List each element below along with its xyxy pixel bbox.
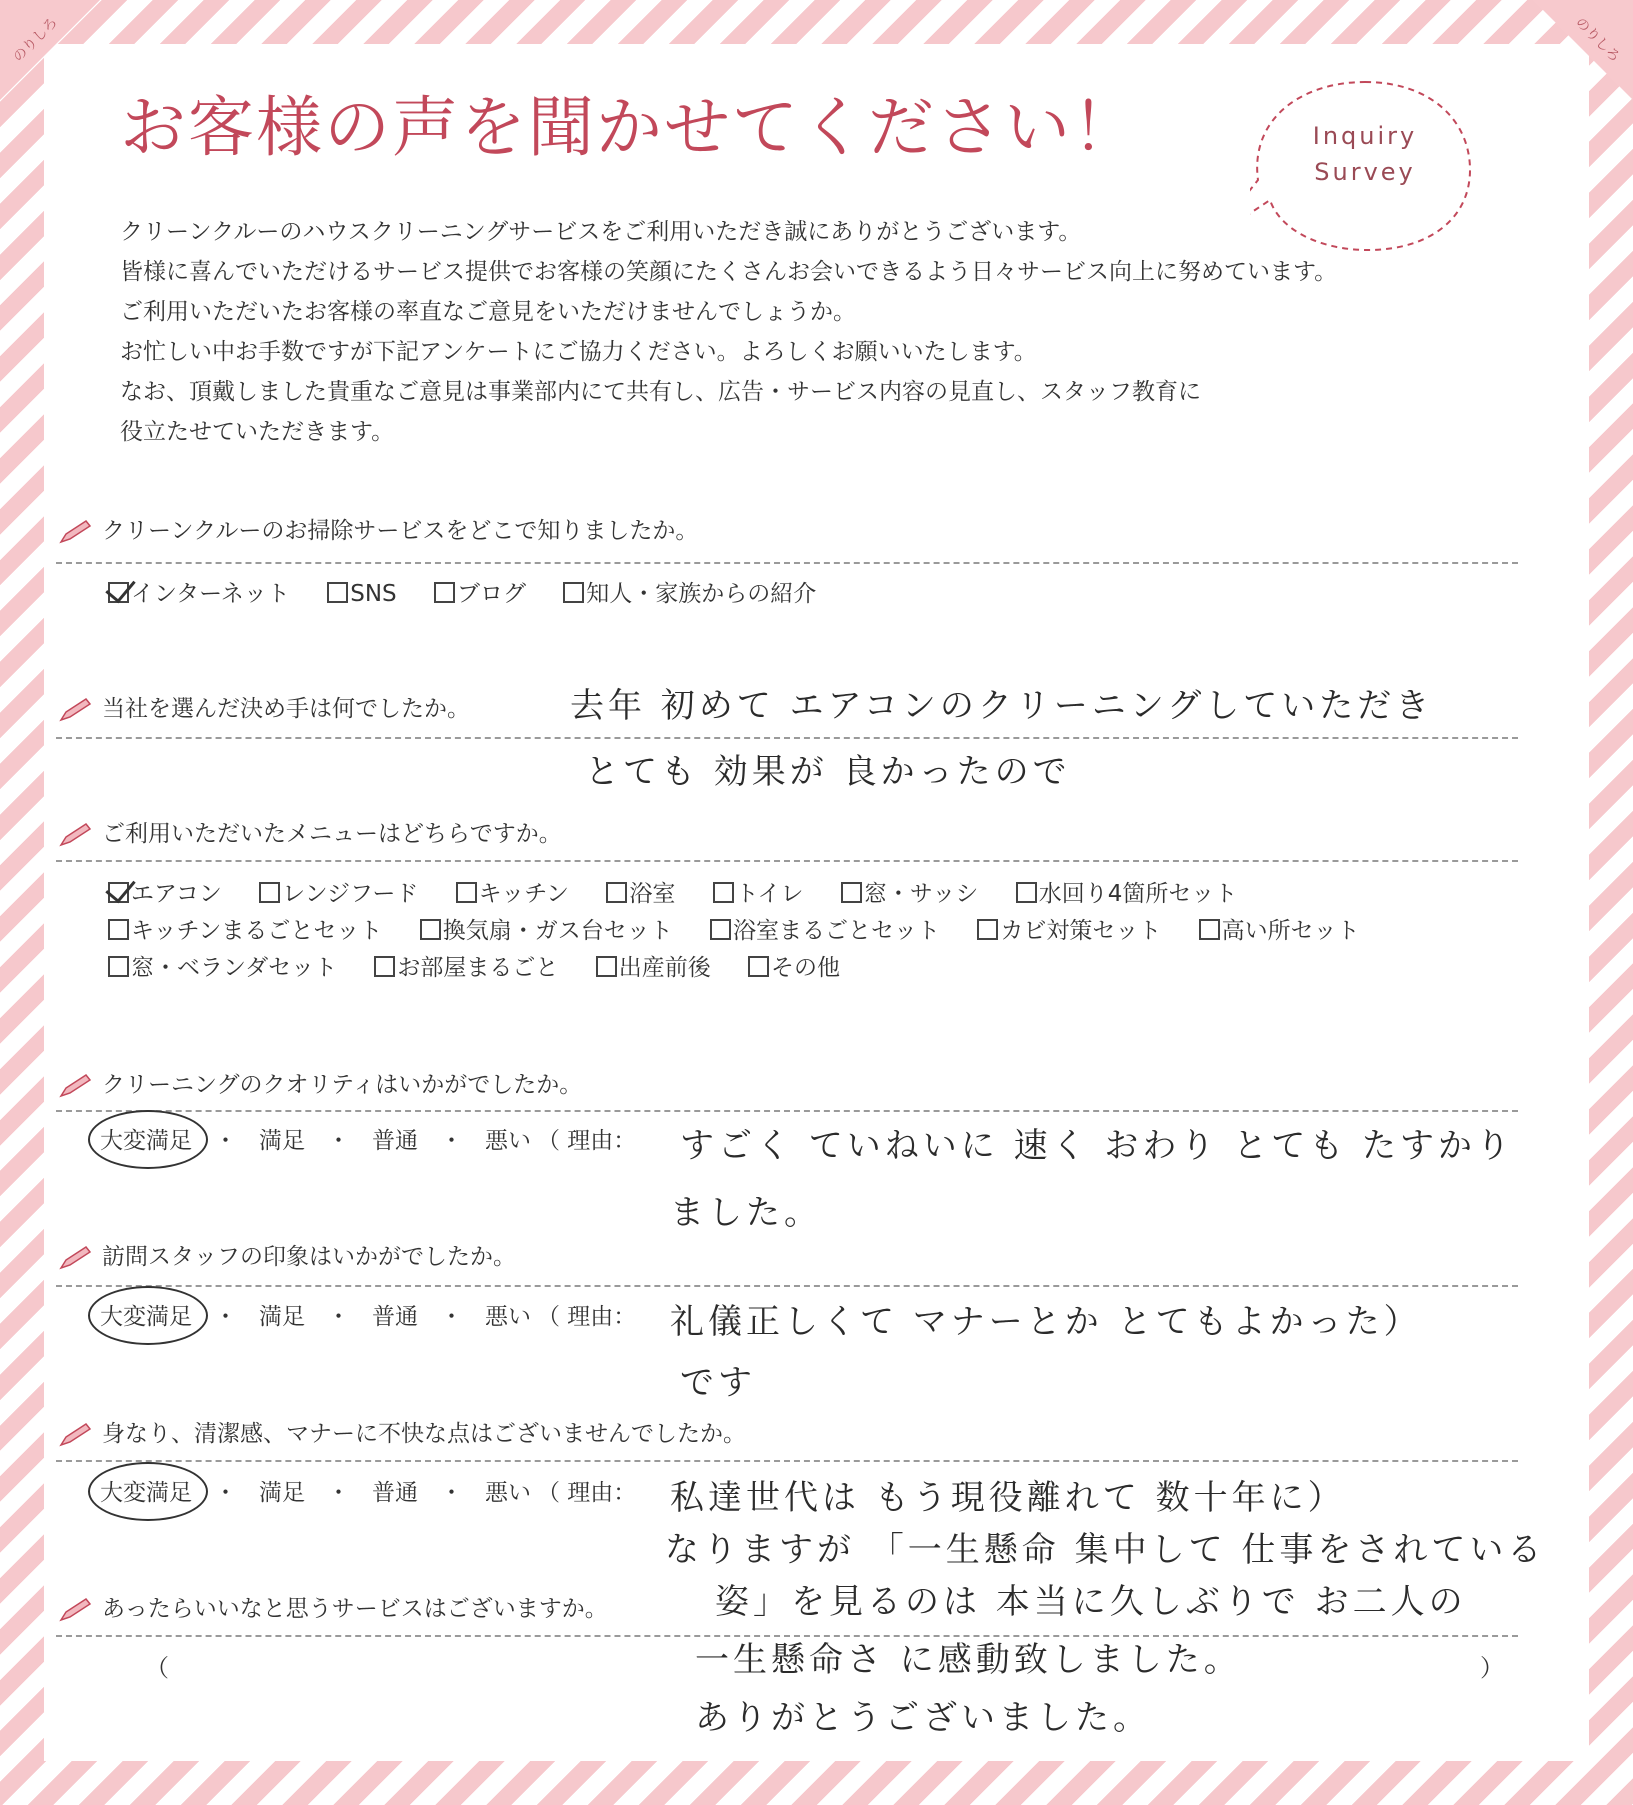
rating-satisfied[interactable]: 満足 (259, 1128, 305, 1154)
rating-very-satisfied[interactable]: 大変満足 (94, 1474, 198, 1507)
pencil-icon (58, 822, 92, 848)
reason-label: （ 理由： (537, 1128, 637, 1154)
divider (56, 562, 1518, 564)
option-sns[interactable]: SNS (327, 581, 396, 607)
glue-tab-right: のりしろ (1513, 0, 1633, 120)
divider (56, 860, 1518, 862)
option-mold-set[interactable]: カビ対策セット (977, 912, 1161, 945)
q3-options-row1 (108, 875, 1267, 908)
pencil-icon (58, 1245, 92, 1271)
intro-line: お忙しい中お手数ですが下記アンケートにご協力ください。よろしくお願いいたします。 (120, 339, 1037, 365)
option-aircon[interactable]: エアコン (108, 875, 222, 908)
question-6: 身なり、清潔感、マナーに不快な点はございませんでしたか。 (58, 1415, 746, 1448)
question-3: ご利用いただいたメニューはどちらですか。 (58, 815, 562, 848)
rating-very-satisfied[interactable]: 大変満足 (94, 1122, 198, 1155)
option-bathroom[interactable]: 浴室 (606, 875, 675, 908)
pencil-icon (58, 1597, 92, 1623)
rating-bad[interactable]: 悪い (485, 1128, 531, 1154)
rating-normal[interactable]: 普通 (372, 1128, 418, 1154)
handwritten-answer: とても 効果が 良かったので (585, 752, 1071, 792)
option-high-set[interactable]: 高い所セット (1199, 912, 1360, 945)
option-bath-set[interactable]: 浴室まるごとセット (710, 912, 940, 945)
question-7: あったらいいなと思うサービスはございますか。 (58, 1590, 608, 1623)
intro-line: クリーンクルーのハウスクリーニングサービスをご利用いただき誠にありがとうございます。 (120, 219, 1082, 245)
handwritten-answer: 姿」を見るのは 本当に久しぶりで お二人の (715, 1582, 1467, 1622)
intro-line: ご利用いただいたお客様の率直なご意見をいただけませんでしょうか。 (120, 299, 856, 325)
divider (56, 1285, 1518, 1287)
pencil-icon (58, 697, 92, 723)
rating-bad[interactable]: 悪い (485, 1480, 531, 1506)
checkbox[interactable] (108, 582, 129, 603)
divider (56, 1110, 1518, 1112)
selection-circle (88, 1110, 208, 1169)
handwritten-answer: です (680, 1363, 756, 1403)
checkbox[interactable] (1016, 882, 1037, 903)
pencil-icon (58, 1422, 92, 1448)
checkbox[interactable] (434, 582, 455, 603)
reason-label: （ 理由： (537, 1304, 637, 1330)
rating-normal[interactable]: 普通 (372, 1304, 418, 1330)
option-other[interactable]: その他 (748, 949, 840, 982)
checkbox[interactable] (374, 956, 395, 977)
badge-line1: Inquiry (1312, 122, 1418, 150)
intro-line: 皆様に喜んでいただけるサービス提供でお客様の笑顔にたくさんお会いできるよう日々サービス向上に努めています。 (120, 259, 1338, 285)
rating-satisfied[interactable]: 満足 (259, 1480, 305, 1506)
question-4: クリーニングのクオリティはいかがでしたか。 (58, 1066, 582, 1099)
option-window-veranda[interactable]: 窓・ベランダセット (108, 949, 337, 982)
divider (56, 1460, 1518, 1462)
q4-rating: 大変満足 ・ 満足 ・ 普通 ・ 悪い （ 理由： (94, 1122, 636, 1155)
q3-options-row2 (108, 912, 1390, 945)
checkbox[interactable] (108, 956, 129, 977)
handwritten-answer: ました。 (670, 1193, 822, 1233)
checkbox[interactable] (259, 882, 280, 903)
selection-circle (88, 1286, 208, 1345)
q5-rating: 大変満足 ・ 満足 ・ 普通 ・ 悪い （ 理由： (94, 1298, 636, 1331)
badge-line2: Survey (1314, 158, 1416, 186)
answer-paren-close: ） (1480, 1654, 1504, 1682)
option-internet[interactable]: インターネット (108, 575, 290, 608)
glue-tab-left: のりしろ (0, 0, 120, 120)
option-window-sash[interactable]: 窓・サッシ (841, 875, 979, 908)
checkbox[interactable] (841, 882, 862, 903)
checkbox[interactable] (327, 582, 348, 603)
intro-text (120, 212, 1540, 452)
option-room[interactable]: お部屋まるごと (374, 949, 558, 982)
handwritten-answer: すごく ていねいに 速く おわり とても たすかり (680, 1126, 1515, 1166)
option-kitchen[interactable]: キッチン (456, 875, 569, 908)
q3-options-row3 (108, 949, 870, 982)
pencil-icon (58, 1073, 92, 1099)
q6-rating: 大変満足 ・ 満足 ・ 普通 ・ 悪い （ 理由： (94, 1474, 636, 1507)
checkbox[interactable] (420, 919, 441, 940)
checkbox[interactable] (748, 956, 769, 977)
question-5: 訪問スタッフの印象はいかがでしたか。 (58, 1238, 516, 1271)
checkbox[interactable] (1199, 919, 1220, 940)
checkbox[interactable] (977, 919, 998, 940)
handwritten-answer: 礼儀正しくて マナーとか とてもよかった） (670, 1302, 1422, 1342)
handwritten-answer: 私達世代は もう現役離れて 数十年に） (670, 1478, 1346, 1518)
pencil-icon (58, 519, 92, 545)
selection-circle (88, 1462, 208, 1521)
checkbox[interactable] (563, 582, 584, 603)
answer-paren-open: （ (145, 1654, 169, 1682)
checkbox[interactable] (596, 956, 617, 977)
option-kitchen-set[interactable]: キッチンまるごとセット (108, 912, 382, 945)
option-referral[interactable]: 知人・家族からの紹介 (563, 575, 816, 608)
question-2: 当社を選んだ決め手は何でしたか。 (58, 690, 470, 723)
handwritten-answer: なりますが 「一生懸命 集中して 仕事をされている (665, 1530, 1546, 1570)
handwritten-answer: 去年 初めて エアコンのクリーニングしていただき (570, 686, 1434, 726)
rating-normal[interactable]: 普通 (372, 1480, 418, 1506)
divider (56, 737, 1518, 739)
option-fan-gas-set[interactable]: 換気扇・ガス台セット (420, 912, 673, 945)
handwritten-answer: ありがとうございました。 (695, 1698, 1151, 1738)
checkbox[interactable] (108, 882, 129, 903)
checkbox[interactable] (606, 882, 627, 903)
checkbox[interactable] (713, 882, 734, 903)
option-water-set[interactable]: 水回り4箇所セット (1016, 875, 1238, 908)
option-rangehood[interactable]: レンジフード (259, 875, 418, 908)
intro-line: 役立たせていただきます。 (120, 419, 395, 445)
option-toilet[interactable]: トイレ (713, 875, 804, 908)
rating-satisfied[interactable]: 満足 (259, 1304, 305, 1330)
reason-label: （ 理由： (537, 1480, 637, 1506)
rating-bad[interactable]: 悪い (485, 1304, 531, 1330)
page-title: お客様の声を聞かせてください！ (120, 89, 1140, 166)
option-maternity[interactable]: 出産前後 (596, 949, 711, 982)
checkbox[interactable] (108, 919, 129, 940)
intro-line: なお、頂戴しました貴重なご意見は事業部内にて共有し、広告・サービス内容の見直し、スタッフ教育に (120, 379, 1201, 405)
handwritten-answer: 一生懸命さ に感動致しました。 (695, 1640, 1242, 1680)
q1-options (108, 575, 846, 608)
option-blog[interactable]: ブログ (434, 575, 526, 608)
rating-very-satisfied[interactable]: 大変満足 (94, 1298, 198, 1331)
checkbox[interactable] (710, 919, 731, 940)
question-1: クリーンクルーのお掃除サービスをどこで知りましたか。 (58, 512, 698, 545)
checkbox[interactable] (456, 882, 477, 903)
